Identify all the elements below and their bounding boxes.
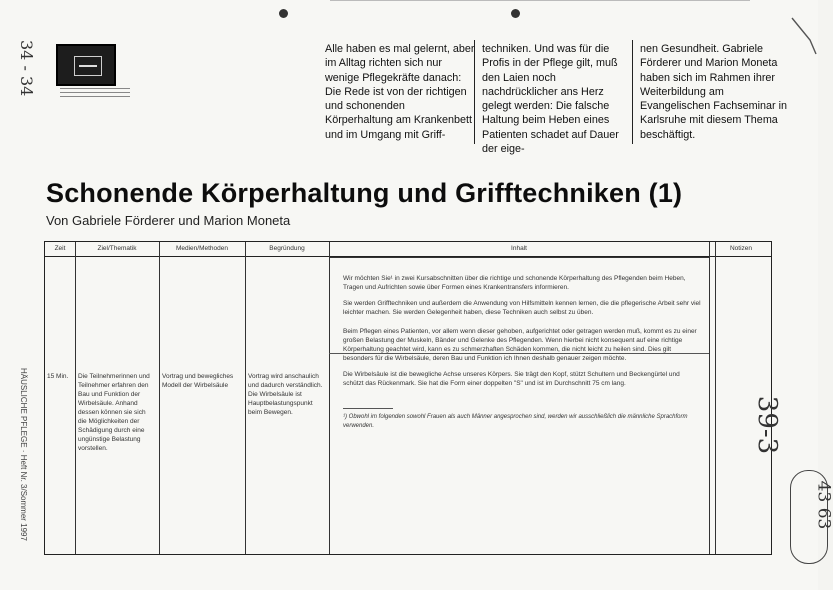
intro-column-1: Alle haben es mal gelernt, aber im Alltag richten sich nur wenige Pflegekräfte danach: Die Rede ist von der richtigen und schonenden Körperhaltung am Krankenbett und im Umgang mit Griff- [325, 43, 475, 141]
inhalt-paragraph: Beim Pflegen eines Patienten, vor allem wenn dieser gehoben, aufgerichtet oder getragen werden muß, kommt es zu einer großen Belastung der Muskeln, Bänder und Gelenke des Pflegenden. Wenn hierbei nicht konsequent auf eine richtige Körperhaltung geachtet wird, kann es zu schmerzhaften Schäden kommen, die nicht leicht zu heilen sind. Dies gilt besonders für die Wirbelsäule, deren Bau und Funktion ich Ihnen deshalb genauer zeigen möchte. [343, 328, 697, 362]
punch-hole [511, 9, 520, 18]
stamp-text: 43 63 [813, 480, 833, 530]
column-divider [474, 40, 475, 144]
intro-column-3: nen Gesundheit. Gabriele Förderer und Marion Moneta haben sich im Rahmen ihrer Weiterbildung am Evangelischen Fachseminar in Karlsruhe mit diesem Thema beschäftigt. [640, 43, 788, 141]
punch-hole [279, 9, 288, 18]
cell-ziel: Die Teilnehmerinnen und Teilnehmer erfahren den Bau und Funktion der Wirbelsäule. Anhand dessen können sie sich die Möglichkeiten der Schädigung durch eine ungünstige Belastung vorstellen. [78, 373, 150, 452]
header-medien: Medien/Methoden [175, 245, 229, 252]
header-notizen: Notizen [729, 245, 753, 252]
top-divider [330, 0, 750, 1]
cell-zeit: 15 Min. [47, 373, 69, 380]
inhalt-paragraph: Die Wirbelsäule ist die bewegliche Achse unseres Körpers. Sie trägt den Kopf, stützt Schultern und Beckengürtel und schützt das Rückenmark. Sie hat die Form einer doppelten "S" und ist im Durchschnitt 75 cm lang. [343, 371, 680, 387]
circled-number-stamp [790, 470, 833, 564]
logo-image [56, 44, 116, 86]
cell-medien: Vortrag und bewegliches Modell der Wirbelsäule [162, 373, 234, 389]
handwritten-page-number: 34 - 34 [17, 40, 36, 97]
footnote-rule [343, 408, 393, 409]
column-divider [632, 40, 633, 144]
logo-caption-lines [60, 88, 130, 110]
lesson-plan-table [44, 241, 772, 555]
intro-column-2: techniken. Und was für die Profis in der Pflege gilt, muß den Laien noch nachdrücklicher ans Herz gelegt werden: Die falsche Haltung beim Heben eines Patienten schadet auf Dauer der eige- [482, 43, 619, 156]
header-begruendung: Begründung [269, 245, 305, 252]
corner-pen-mark [790, 14, 830, 64]
header-ziel: Ziel/Thematik [97, 245, 137, 252]
table-header [45, 242, 771, 257]
cell-begruendung: Vortrag wird anschaulich und dadurch verständlich. Die Wirbelsäule ist Hauptbelastungspunkt beim Bewegen. [248, 373, 323, 416]
handwritten-annotation: 39-3 [752, 395, 783, 455]
footnote: ¹) Obwohl im folgenden sowohl Frauen als auch Männer angesprochen sind, werden wir ausschließlich die männliche Sprachform verwenden. [343, 414, 688, 429]
inhalt-paragraph: Wir möchten Sie¹ in zwei Kursabschnitten über die richtige und schonende Körperhaltung des Pflegenden beim Heben, Tragen und Aufrichten sowie über Formen eines Krankentransfers informieren. [343, 275, 686, 291]
article-title: Schonende Körperhaltung und Grifftechniken (1) [46, 178, 683, 208]
article-byline: Von Gabriele Förderer und Marion Moneta [46, 213, 291, 228]
side-publication-line: HÄUSLICHE PFLEGE · Heft Nr. 3/Sommer 1997 [19, 368, 28, 541]
cell-inhalt [343, 274, 701, 430]
inhalt-paragraph: Sie werden Grifftechniken und außerdem die Anwendung von Hilfsmitteln kennen lernen, die die pflegerische Arbeit sehr viel leichter machen. Sie werden Gelegenheit haben, diese Techniken auch selbst zu üben. [343, 300, 701, 316]
header-zeit: Zeit [54, 245, 66, 252]
header-inhalt: Inhalt [511, 245, 527, 252]
